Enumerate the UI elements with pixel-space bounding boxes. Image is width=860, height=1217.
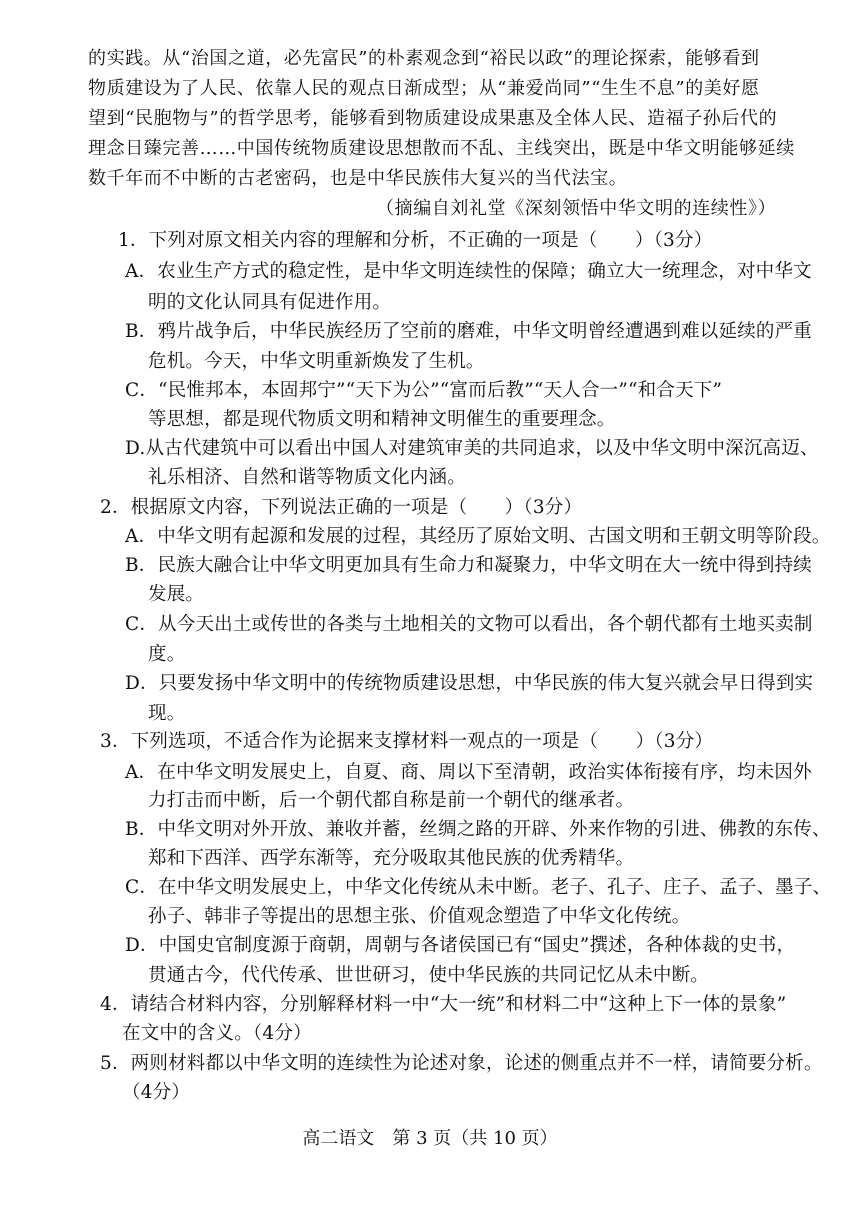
option-d: D．只要发扬中华文明中的传统物质建设思想，中华民族的伟大复兴就会早日得到实 [125,673,814,694]
question-stem: 2．根据原文内容，下列说法正确的一项是（ ）（3分） [100,497,583,518]
option-a-cont: 明的文化认同具有促进作用。 [148,292,392,313]
option-b-cont: 危机。今天，中华文明重新焕发了生机。 [148,351,485,372]
passage-line: 望到“民胞物与”的哲学思考，能够看到物质建设成果惠及全体人民、造福子孙后代的 [88,108,778,129]
page-footer: 高二语文 第 3 页（共 10 页） [302,1128,558,1149]
option-a: A．在中华文明发展史上，自夏、商、周以下至清朝，政治实体衔接有序，均未因外 [125,762,812,783]
option-c-cont: 孙子、韩非子等提出的思想主张、价值观念塑造了中华文化传统。 [148,906,691,927]
passage-line: 数千年而不中断的古老密码，也是中华民族伟大复兴的当代法宝。 [88,168,628,189]
question-stem: 1．下列对原文相关内容的理解和分析，不正确的一项是（ ）（3分） [118,230,713,251]
option-b: B．中华文明对外开放、兼收并蓄，丝绸之路的开辟、外来作物的引进、佛教的东传、 [125,819,831,840]
question-stem: 4．请结合材料内容，分别解释材料一中“大一统”和材料二中“这种上下一体的景象” [100,994,787,1015]
option-b: B．民族大融合让中华文明更加具有生命力和凝聚力，中华文明在大一统中得到持续 [125,555,812,576]
option-d-cont: 礼乐相济、自然和谐等物质文化内涵。 [148,467,466,488]
option-c: C．在中华文明发展史上，中华文化传统从未中断。老子、孔子、庄子、孟子、墨子、 [125,877,832,898]
option-b: B．鸦片战争后，中华民族经历了空前的磨难，中华文明曾经遭遇到难以延续的严重 [125,321,812,342]
question-stem-cont: （4分） [122,1082,191,1103]
option-b-cont: 郑和下西洋、西学东渐等，充分吸取其他民族的优秀精华。 [148,848,635,869]
passage-line: 理念日臻完善……中国传统物质建设思想散而不乱、主线突出，既是中华文明能够延续 [88,138,795,159]
option-d-cont: 现。 [148,703,186,724]
option-c: C．“民惟邦本，本固邦宁”“天下为公”“富而后教”“天人合一”“和合天下” [125,380,723,401]
question-stem: 5．两则材料都以中华文明的连续性为论述对象，论述的侧重点并不一样，请简要分析。 [100,1053,823,1074]
passage-line: 的实践。从“治国之道，必先富民”的朴素观念到“裕民以政”的理论探索，能够看到 [88,48,760,69]
option-d: D．中国史官制度源于商朝，周朝与各诸侯国已有“国史”撰述，各种体裁的史书， [125,935,796,956]
option-b-cont: 发展。 [148,584,205,605]
option-a: A．农业生产方式的稳定性，是中华文明连续性的保障；确立大一统理念，对中华文 [125,261,812,282]
option-a-cont: 力打击而中断，后一个朝代都自称是前一个朝代的继承者。 [148,790,635,811]
passage-source: （摘编自刘礼堂《深刻领悟中华文明的连续性》） [376,198,777,219]
question-stem-cont: 在文中的含义。（4分） [122,1023,312,1044]
question-stem: 3．下列选项，不适合作为论据来支撑材料一观点的一项是（ ）（3分） [100,731,714,752]
option-c-cont: 等思想，都是现代物质文明和精神文明催生的重要理念。 [148,409,616,430]
option-d: D.从古代建筑中可以看出中国人对建筑审美的共同追求，以及中华文明中深沉高迈、 [125,438,819,459]
passage-line: 物质建设为了人民、依靠人民的观点日渐成型；从“兼爱尚同”“生生不息”的美好愿 [88,78,760,99]
option-d-cont: 贯通古今，代代传承、世世研习，使中华民族的共同记忆从未中断。 [148,965,710,986]
option-c-cont: 度。 [148,644,186,665]
option-c: C．从今天出土或传世的各类与土地相关的文物可以看出，各个朝代都有土地买卖制 [125,614,813,635]
option-a: A．中华文明有起源和发展的过程，其经历了原始文明、古国文明和王朝文明等阶段。 [125,526,831,547]
